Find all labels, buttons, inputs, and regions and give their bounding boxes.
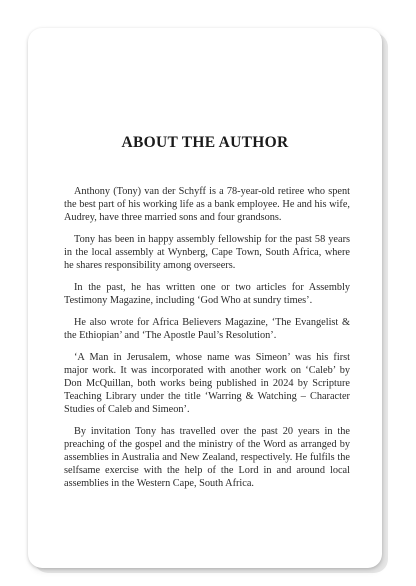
page-title: ABOUT THE AUTHOR: [121, 134, 289, 151]
bio-paragraph: In the past, he has written one or two articles for Assembly Testimony Magazine, including ‘God Who at sundry times’.: [64, 282, 350, 306]
bio-paragraph: Tony has been in happy assembly fellowship for the past 58 years in the local assembly at Wynberg, Cape Town, South Africa, where he shares responsibility among overseers.: [64, 234, 350, 271]
book-page: [28, 28, 382, 568]
bio-paragraph: By invitation Tony has travelled over the past 20 years in the preaching of the gospel and the ministry of the Word as arranged by assemblies in Australia and New Zealand, respectively. He fulfils the selfsame exercise with the help of the Lord in and around local assemblies in the Western Cape, South Africa.: [64, 426, 350, 489]
author-bio: [64, 185, 350, 499]
bio-paragraph: ‘A Man in Jerusalem, whose name was Simeon’ was his first major work. It was incorporated with another work on ‘Caleb’ by Don McQuillan, both works being published in 2024 by Scripture Teaching Library under the title ‘Warring & Watching – Character Studies of Caleb and Simeon’.: [64, 352, 350, 415]
bio-paragraph: He also wrote for Africa Believers Magazine, ‘The Evangelist & the Ethiopian’ and ‘The Apostle Paul’s Resolution’.: [64, 317, 350, 341]
bio-paragraph: Anthony (Tony) van der Schyff is a 78-year-old retiree who spent the best part of his working life as a bank employee. He and his wife, Audrey, have three married sons and four grandsons.: [64, 186, 350, 223]
